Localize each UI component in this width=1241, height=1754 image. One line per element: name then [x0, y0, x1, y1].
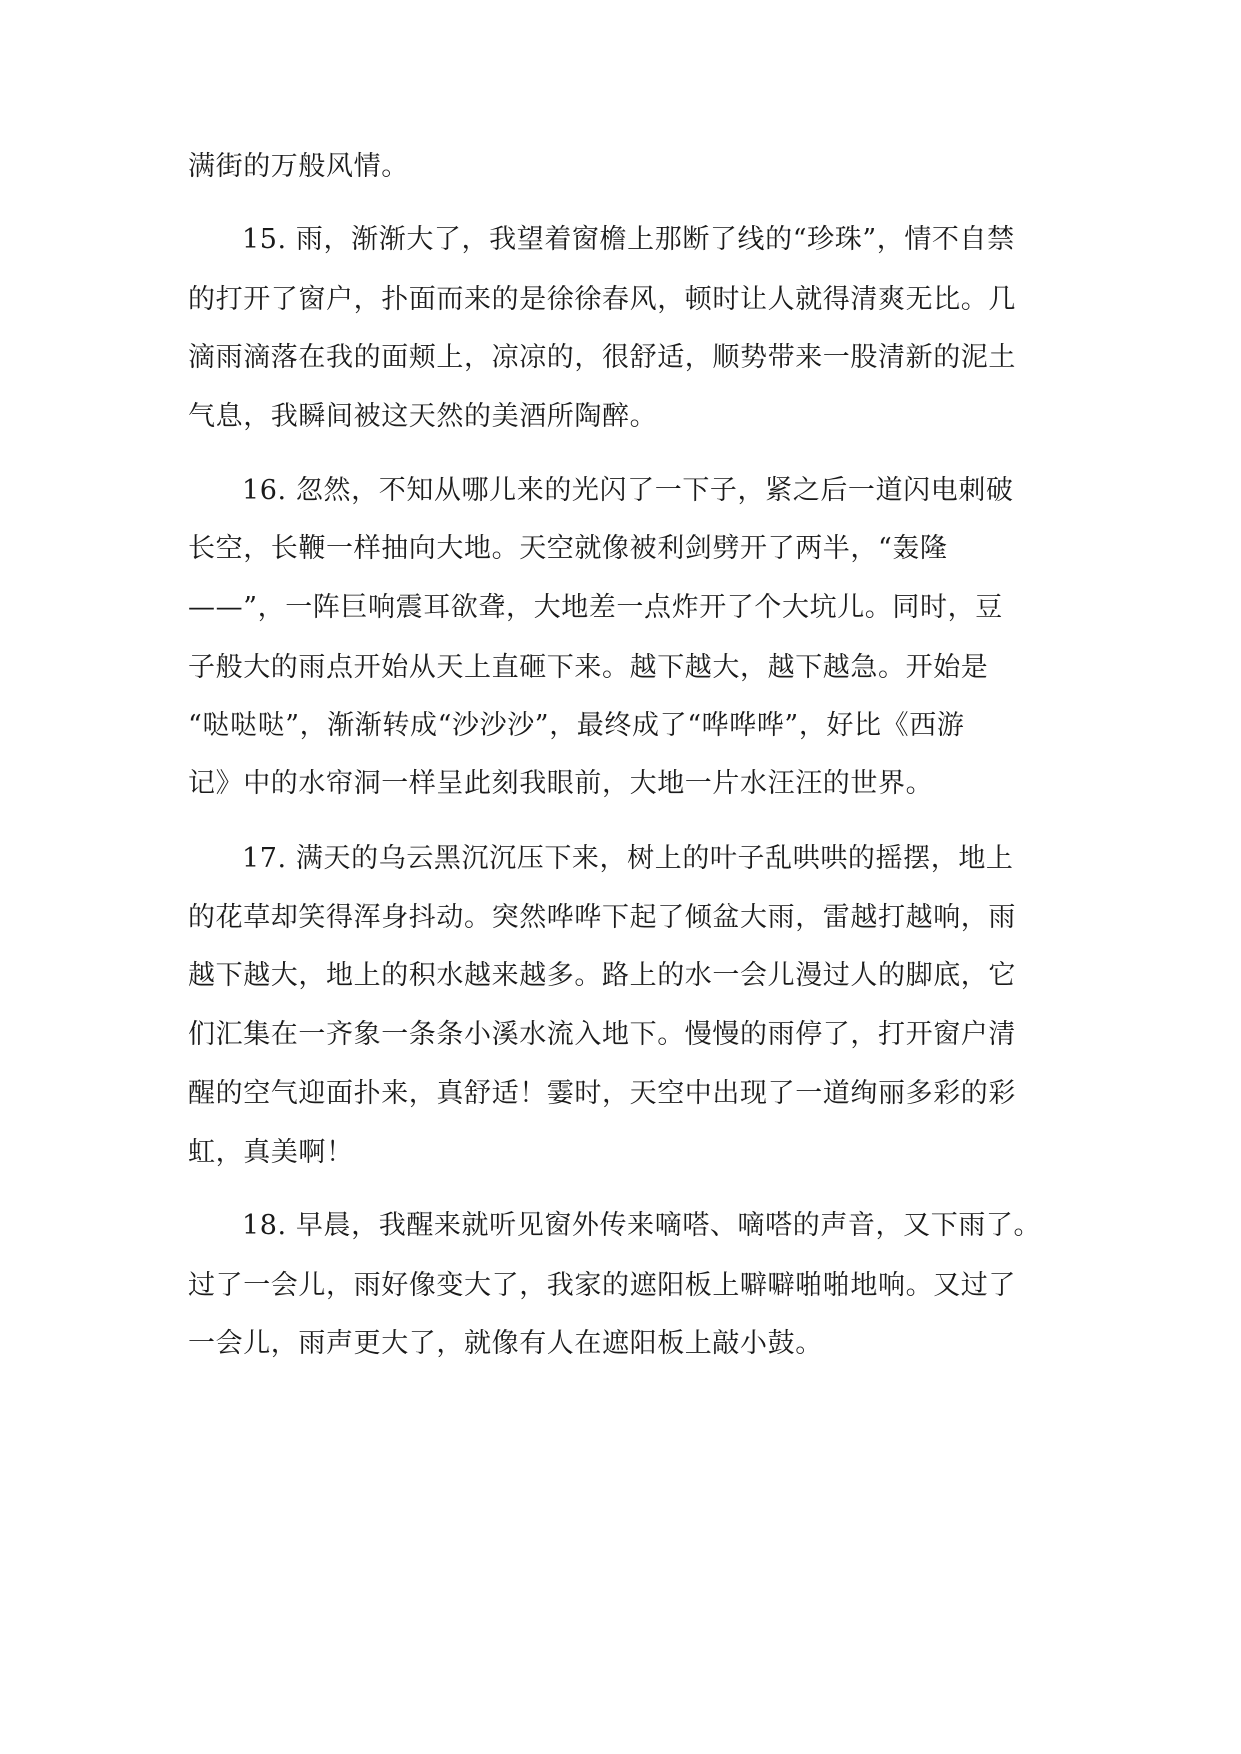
text-line: 的打开了窗户，扑面而来的是徐徐春风，顿时让人就得清爽无比。几 — [188, 284, 1016, 315]
text-line: 满街的万般风情。 — [188, 151, 409, 182]
text-line: 长空，长鞭一样抽向大地。天空就像被利剑劈开了两半，“轰隆 — [188, 533, 948, 564]
text-line: 醒的空气迎面扑来，真舒适！霎时，天空中出现了一道绚丽多彩的彩 — [188, 1078, 1016, 1109]
text-line: 16. 忽然，不知从哪儿来的光闪了一下子，紧之后一道闪电刺破 — [242, 475, 1014, 506]
text-line: 滴雨滴落在我的面颊上，凉凉的，很舒适，顺势带来一股清新的泥土 — [188, 342, 1016, 373]
text-line: 15. 雨，渐渐大了，我望着窗檐上那断了线的“珍珠”，情不自禁 — [242, 224, 1015, 255]
text-line: 子般大的雨点开始从天上直砸下来。越下越大，越下越急。开始是 — [188, 652, 989, 683]
text-line: “哒哒哒”，渐渐转成“沙沙沙”，最终成了“哗哗哗”，好比《西游 — [188, 710, 965, 741]
text-line: 18. 早晨，我醒来就听见窗外传来嘀嗒、嘀嗒的声音，又下雨了。 — [242, 1210, 1042, 1241]
text-line: 17. 满天的乌云黑沉沉压下来，树上的叶子乱哄哄的摇摆，地上 — [242, 843, 1014, 874]
text-line: ——”，一阵巨响震耳欲聋，大地差一点炸开了个大坑儿。同时，豆 — [188, 592, 1003, 623]
text-line: 虹，真美啊！ — [188, 1137, 354, 1168]
text-line: 越下越大，地上的积水越来越多。路上的水一会儿漫过人的脚底，它 — [188, 960, 1016, 991]
text-line: 一会儿，雨声更大了，就像有人在遮阳板上敲小鼓。 — [188, 1328, 823, 1359]
text-line: 记》中的水帘洞一样呈此刻我眼前，大地一片水汪汪的世界。 — [188, 768, 934, 799]
text-line: 气息，我瞬间被这天然的美酒所陶醉。 — [188, 401, 658, 432]
text-line: 过了一会儿，雨好像变大了，我家的遮阳板上噼噼啪啪地响。又过了 — [188, 1270, 1016, 1301]
text-line: 的花草却笑得浑身抖动。突然哗哗下起了倾盆大雨，雷越打越响，雨 — [188, 902, 1016, 933]
text-line: 们汇集在一齐象一条条小溪水流入地下。慢慢的雨停了，打开窗户清 — [188, 1019, 1016, 1050]
